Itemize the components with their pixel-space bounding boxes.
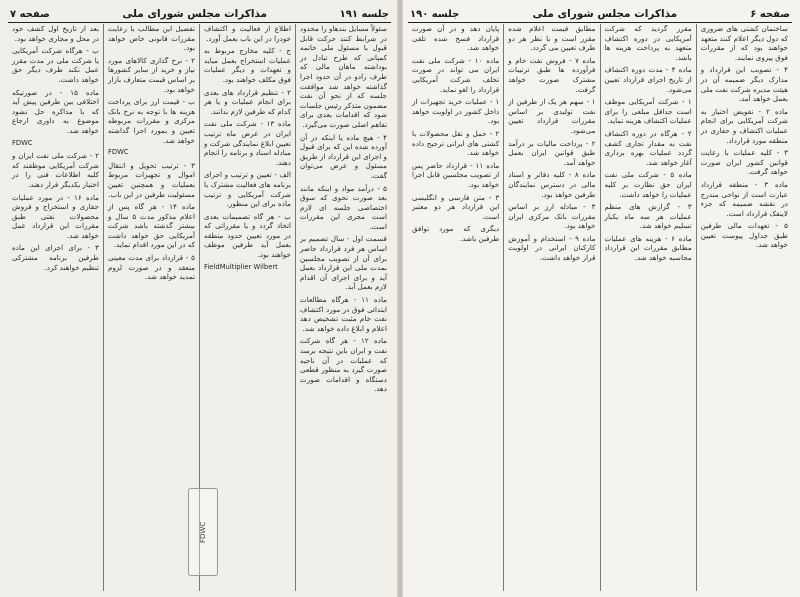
right-page-number: صفحه ۶ bbox=[750, 8, 790, 20]
paragraph: ۳ - ترتیب تحویل و انتقال اموال و تجهیزات مربوط بعملیات و همچنین تعیین مسئولیت طرفین در این باب. bbox=[108, 160, 195, 199]
paragraph: ۳ - برای اجرای این ماده طرفین برنامه مشترکی تنظیم خواهند کرد. bbox=[12, 243, 99, 272]
paragraph: ماده ۱۴ - هر گاه پس از اعلام مذکور مدت ۵ سال و بیشتر گذشته باشد شرکت آمریکایی حق خواهد داشت که در این مورد اقدام نماید. bbox=[108, 202, 195, 250]
right-page-header bbox=[408, 6, 792, 23]
paragraph: ماده ۵ - شرکت ملی نفت ایران حق نظارت بر کلیه عملیات را خواهد داشت. bbox=[604, 170, 692, 199]
right-column-4 bbox=[408, 24, 504, 591]
paragraph: ماده ۱۵ - در صورتیکه اختلافی بین طرفین پیش آید که با مذاکره حل نشود موضوع به داوری ارجاع خواهد شد. bbox=[12, 87, 100, 135]
left-session-label: جلسه ۱۹۱ bbox=[339, 8, 389, 20]
paragraph: دیگری که مورد توافق طرفین باشد. bbox=[412, 224, 500, 243]
right-columns bbox=[408, 24, 792, 591]
paragraph: ۵ - درآمد مواد و اینکه مانند بعد صورت نحوی که سوق اختصاصی جلسه ای لازم است مجری این مقررات است. bbox=[300, 183, 387, 231]
paragraph: ماده ۲ - تفویض اختیار به شرکت آمریکایی برای انجام عملیات اکتشاف و حفاری در منطقه مورد قرارداد. bbox=[700, 106, 788, 145]
paragraph: ۲ - نرخ گذاری کالاهای مورد نیاز و خرید از سایر کشورها بر اساس قیمت متعارف بازار خواهد بود. bbox=[108, 55, 195, 94]
paragraph: ج - کلیه مخارج مربوط به عملیات استخراج بعمل میاید و تعهدات و دیگر عملیات فوق مکلف خواهند بود. bbox=[204, 46, 291, 84]
paragraph: بعد از تاریخ اول کشف خود در محل و مجاری خواهد بود. bbox=[12, 24, 99, 43]
left-page-number: صفحه ۷ bbox=[10, 8, 50, 20]
paragraph: ساختمان کشتی های ضروری که دول دیگر اعلام کنند متعهد خواهند بود که از مقررات فوق پیروی نمایند. bbox=[700, 24, 788, 62]
paragraph: ماده ۹ - استخدام و آموزش کارکنان ایرانی در اولویت قرار خواهد داشت. bbox=[508, 233, 596, 263]
right-page bbox=[400, 0, 800, 597]
right-column-1 bbox=[697, 24, 792, 591]
paragraph: ماده ۱۱ - قرارداد حاضر پس از تصویب مجلسین قابل اجرا خواهد بود. bbox=[412, 160, 500, 189]
paragraph: ۲ - پرداخت مالیات بر درآمد طبق قوانین ایران بعمل خواهد آمد. bbox=[508, 138, 596, 167]
left-column-1 bbox=[296, 24, 391, 591]
paragraph: ماده ۱۰ - شرکت ملی نفت ایران می تواند در صورت تخلف شرکت آمریکایی قرارداد را لغو نماید. bbox=[412, 55, 500, 94]
paragraph: ۵ - تعهدات مالی طرفین طبق جداول پیوست تعیین خواهد شد. bbox=[700, 221, 788, 250]
right-header-title: مذاکرات مجلس شورای ملی bbox=[532, 8, 678, 20]
right-column-3 bbox=[504, 24, 600, 591]
left-page-header bbox=[8, 6, 391, 23]
paragraph: ۲ - حمل و نقل محصولات با کشتی های ایرانی ترجیح داده خواهد شد. bbox=[412, 128, 500, 158]
paragraph: ماده ۸ - کلیه دفاتر و اسناد مالی در دسترس نمایندگان طرفین خواهد بود. bbox=[508, 170, 596, 199]
latin-fragment: FDWC bbox=[12, 138, 33, 147]
right-column-2 bbox=[601, 24, 697, 591]
paragraph: ۱ - سهم هر یک از طرفین از نفت تولیدی بر اساس مقررات قرارداد تعیین می‌شود. bbox=[508, 97, 596, 135]
paragraph: ۳ - متن فارسی و انگلیسی این قرارداد هر دو معتبر است. bbox=[412, 192, 500, 221]
paragraph: ۲ - تنظیم قرارداد های بعدی برای انجام عملیات و یا هر کدام که طرفین لازم بدانند. bbox=[204, 87, 291, 116]
paragraph: ماده ۷ - فروش نفت خام و فرآورده ها طبق ترتیبات مشترک صورت خواهد گرفت. bbox=[508, 55, 596, 94]
left-column-3 bbox=[104, 24, 200, 591]
paragraph: ماده ۶ - هزینه های عملیات مطابق مقررات این قرارداد محاسبه خواهد شد. bbox=[604, 233, 692, 263]
paragraph: ۱ - شرکت آمریکایی موظف است حداقل مبلغی را برای عملیات اکتشاف هزینه نماید. bbox=[604, 97, 692, 126]
paragraph: مقرر گردید که شرکت آمریکایی در دوره اکتشاف متعهد به پرداخت هزینه ها باشد. bbox=[604, 24, 692, 62]
margin-stamp: FDWC bbox=[188, 488, 218, 576]
latin-fragment: FDWC bbox=[108, 148, 129, 157]
paragraph: ۲ - شرکت ملی نفت ایران و شرکت آمریکایی موظفند که کلیه اطلاعات فنی را در اختیار یکدیگر قرار دهند. bbox=[12, 151, 99, 189]
paragraph: ب - قیمت ارز برای پرداخت هزینه ها با توجه به نرخ بانک مرکزی و مقررات مربوطه تعیین و بمورد اجرا گذاشته خواهد شد. bbox=[108, 97, 195, 145]
paragraph: اطلاع از فعالیت و اکتشاف خودرا در این باب بعمل آورد. bbox=[204, 24, 291, 43]
paragraph: ماده ۱۶ - در مورد عملیات حفاری و استخراج و فروش محصولات نفتی طبق مقررات این قرارداد عمل خواهد شد. bbox=[12, 192, 99, 240]
paragraph: ماده ۱۲ - هر گاه شرکت نفت و ایران باین نتیجه برسد که عملیات در آن ناحیه صورت گیرد به منظور قطعی دستگاه و اقدامات صورت دهد. bbox=[300, 336, 388, 394]
paragraph: الف - تعیین و ترتیب و اجرای برنامه های فعالیت مشترک با شرکت آمریکایی و ترتیب ماده برای این منظور. bbox=[204, 170, 291, 209]
paragraph: ۴ - تصویب این قرارداد و مدارک دیگر ضمیمه آن در هیئت مدیره شرکت نفت ملی بعمل خواهد آمد. bbox=[700, 65, 788, 104]
latin-fragment: FieldMultiplier Wilbert bbox=[204, 262, 278, 271]
paragraph: ماده ۳ - منطقه قرارداد عبارت است از نواحی مندرج در نقشه ضمیمه که جزء لاینفک قرارداد است. bbox=[700, 179, 788, 218]
paragraph: ب - هر گاه تصمیمات بعدی اتخاذ گردد و یا مقرراتی که در مورد تعیین حدود منطقه بعمل آید طرفین موظف خواهند بود. bbox=[204, 211, 291, 260]
paragraph: ۴ - هیچ ماده یا اینکه در آن آورده شده این که برای قبول و اجرای این قرارداد از طریق مسئول و عرض می‌توان گفت. bbox=[300, 132, 387, 180]
paragraph: ۳ - گزارش های منظم عملیات هر سه ماه یکبار تسلیم خواهد شد. bbox=[604, 202, 692, 231]
paragraph: ۱ - عملیات خرید تجهیزات از داخل کشور در اولویت خواهد بود. bbox=[412, 97, 500, 126]
paragraph: ماده ۴ - مدت دوره اکتشاف از تاریخ اجرای قرارداد تعیین می‌شود. bbox=[604, 65, 692, 94]
paragraph: قسمت اول - سال تصمیم بر اساس هر فرد قرارداد حاضر برای آن از تصویب مجلسین بمدت ملی این قرارداد بعمل آید و برای اجرای آن اقدام لازم بعمل آید. bbox=[300, 234, 387, 292]
paragraph: ماده ۱۳ - شرکت ملی نفت ایران در عرض ماه ترتیب تعیین ابلاغ نمایندگی شرکت و مبادله اسناد و برنامه را انجام دهند. bbox=[204, 119, 291, 167]
paragraph: ب - هرگاه شرکت آمریکایی یا شرکت ملی در مدت مقرر عمل نکند طرف دیگر حق خواهد داشت. bbox=[12, 46, 99, 84]
paragraph: پایان دهد و در آن صورت قرارداد فسخ شده تلقی خواهد شد. bbox=[412, 24, 500, 53]
book-gutter bbox=[397, 0, 403, 597]
paragraph: مطابق قیمت اعلام شده مقرر است و با نظر هر دو طرف تعیین می گردد. bbox=[508, 24, 596, 53]
paragraph: ۳ - مبادله ارز بر اساس مقررات بانک مرکزی ایران خواهد بود. bbox=[508, 202, 596, 231]
paragraph: ۵ - قرارداد برای مدت معینی منعقد و در صورت لزوم تمدید خواهد شد. bbox=[108, 253, 195, 282]
left-header-title: مذاکرات مجلس شورای ملی bbox=[122, 8, 268, 20]
right-session-label: جلسه ۱۹۰ bbox=[410, 8, 460, 20]
paragraph: ماده ۱۱ - هرگاه مطالعات ابتدائی فوق در مورد اکتشاف نفت خام مثبت تشخیص دهد اعلام و ابلاغ داده خواهد شد. bbox=[300, 295, 387, 333]
paragraph: ۲ - هرگاه در دوره اکتشاف نفت به مقدار تجاری کشف گردد عملیات بهره برداری آغاز خواهد شد. bbox=[604, 128, 692, 167]
left-column-4 bbox=[8, 24, 104, 591]
paragraph: تفصیل این مطالب با رعایت مقررات قانونی خاص خواهد بود. bbox=[108, 24, 195, 53]
paragraph: ۳ - کلیه عملیات با رعایت قوانین کشور ایران صورت خواهد گرفت. bbox=[700, 148, 788, 177]
paragraph: سئولاً مسایل بندهاو را محدود در شرایط کنند حرکت قابل قبول با مسئول ملی خاتمه کمپانی که طرح تبادل در بوداشته ماهان مالی که طرف رادو در آن حدود اجرا گذاشته خواهد شد موافقت جلسه که از نحو آن نفت مضمون متذکر رئیس جلسات شود که اقدامات بعدی برای تفاهم اصلی صورت می‌گیرد. bbox=[300, 24, 387, 129]
